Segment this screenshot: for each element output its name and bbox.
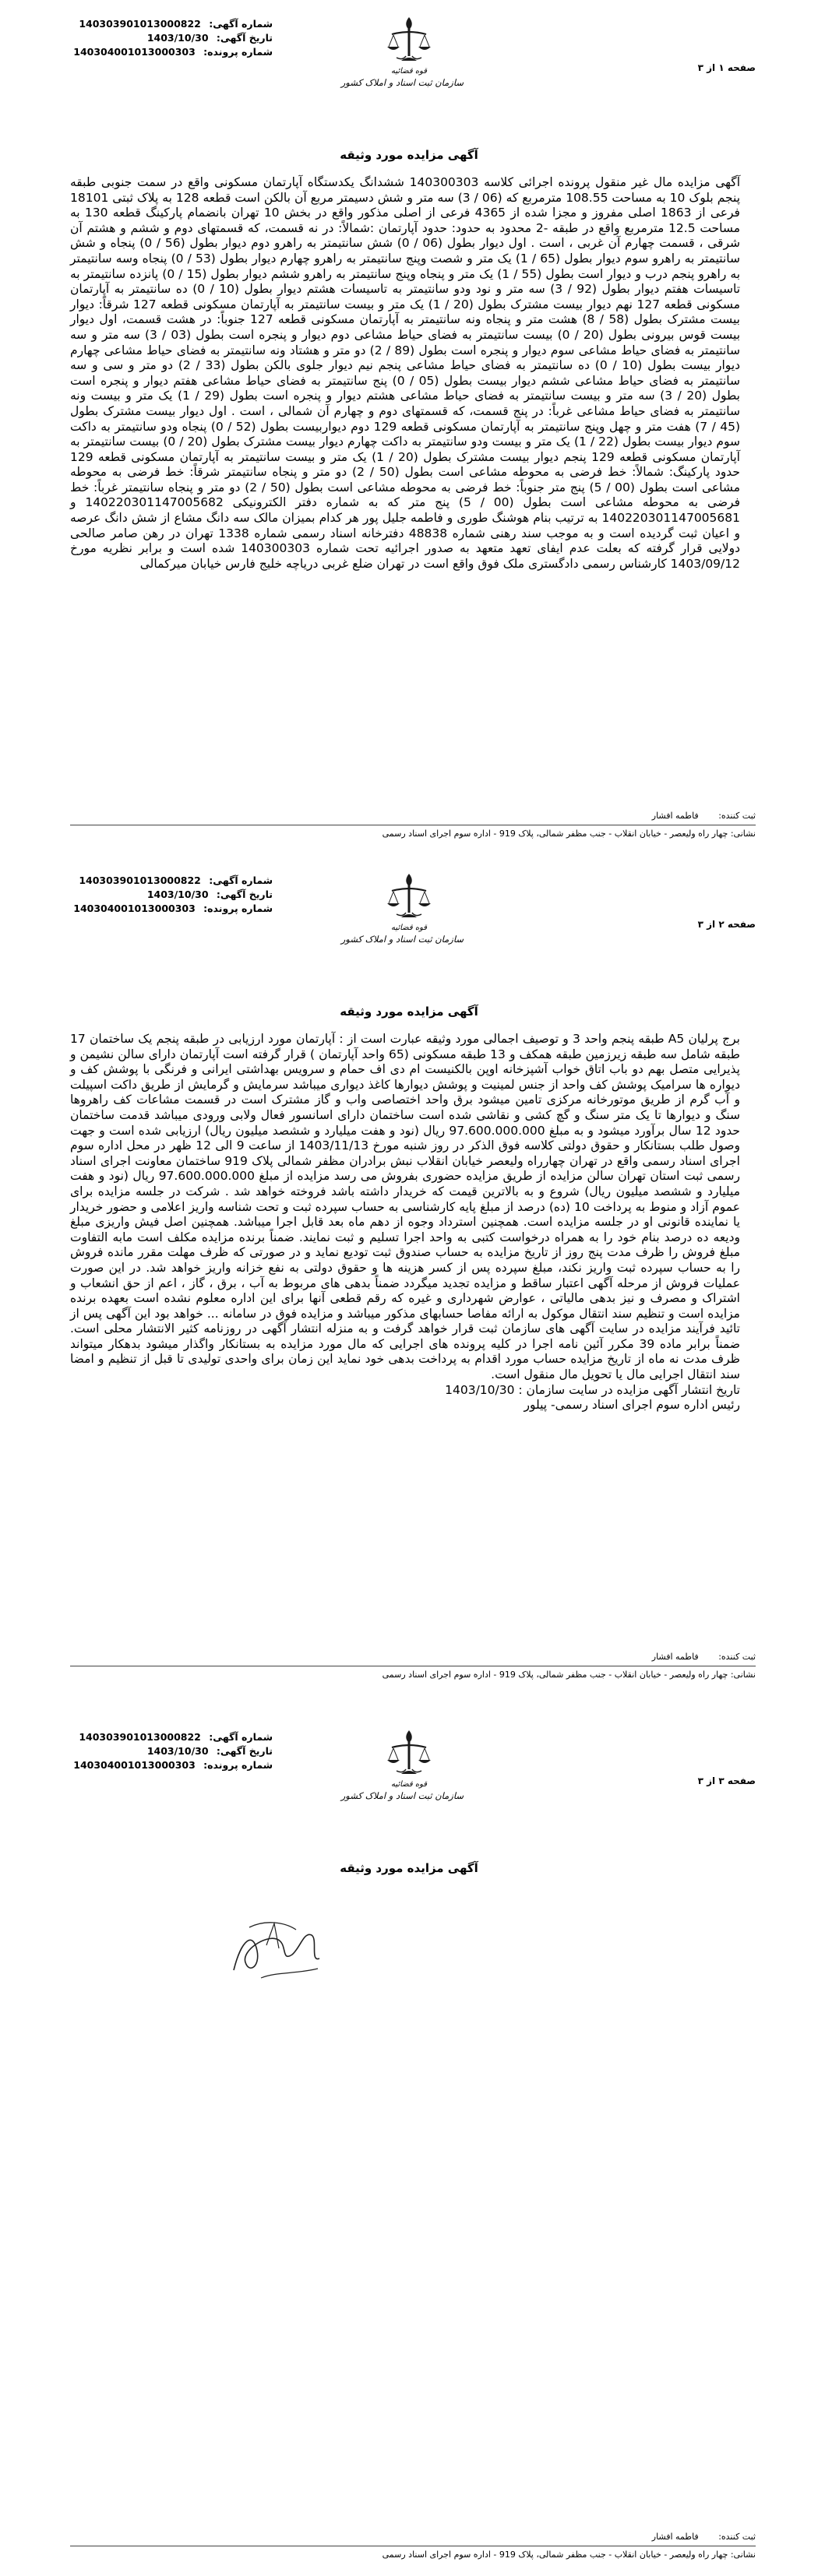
judiciary-emblem (340, 871, 464, 980)
page-footer (70, 1651, 756, 1680)
registrar-label: ثبت کننده: (718, 2532, 756, 2542)
registrar-name: فاطمه افشار (651, 2532, 699, 2542)
judiciary-name: قوه قضائیه (390, 1780, 428, 1789)
case-number-label: شماره پرونده: (203, 903, 273, 914)
document-body: برج پرلیان A5 طبقه پنجم واحد 3 و توصیف اجمالی مورد وثیقه عبارت است از : آپارتمان مورد ارزیابی در طبقه پنجم یک ساختمان 17 طبقه شامل سه طبقه زیرزمین طبقه همکف و 13 طبقه مسکونی (65 واحد آپارتمان ) قرار گرفته است آپارتمان دارای سالن نشیمن و پذیرایی متصل بهم دو باب اتاق خواب آشپزخانه اوپن بالکنیست ام دی اف حمام و سرویس بهداشتی ایرانی و فرنگی با پوشش کف و دیواره ها سرامیک پوشش کف واحد از جنس لمینیت و پوشش دیوارها کاغذ دیواری میباشد سرمایش و گرمایش از طریق داکت اسپیلت و آب گرم از طریق موتورخانه مرکزی تامین میشود برق واحد اختصاصی واب و گاز مشترک است در قسمت مشاعات کف راهروها سنگ و دیوارها تا یک متر سنگ و گچ کشی و نقاشی شده است ساختمان دارای اسانسور فعال ولابی ورودی میباشد قدمت ساختمان حدود 12 سال برآورد میشود و به مبلغ 97.600.000.000 ریال (نود و هفت میلیارد و ششصد میلیون ریال) ارزیابی شده است و جهت وصول طلب بستانکار و حقوق دولتی کلاسه فوق الذکر در روز شنبه مورخ 1403/11/13 از ساعت 9 الی 12 ظهر در محل اداره سوم اجرای اسناد رسمی واقع در تهران چهارراه ولیعصر خیابان انقلاب نبش برادران مظفر شمالی پلاک 919 ساختمان معاونت اجرای اسناد رسمی ثبت استان تهران سالن مزایده از طریق مزایده حضوری بفروش می رسد مزایده از مبلغ 97.600.000.000 ریال (نود و هفت میلیارد و ششصد میلیون ریال) شروع و به بالاترین قیمت که خریدار داشته باشد فروخته خواهد شد . شرکت در جلسه مزایده برای عموم آزاد و منوط به پرداخت 10 (ده) درصد از مبلغ پایه کارشناسی به حساب سپرده ثبت و تحت شناسه واریز اعلامی و حضور خریدار یا نماینده قانونی او در جلسه مزایده است. همچنین استرداد وجوه از دهم ماه بعد قابل اجرا میباشد. همچنین اصل فیش واریزی مبلغ ودیعه ده درصد بنام خود را به همراه درخواست کتبی به واحد اجرا تسلیم و ثبت نمایند. ضمناً برنده مزایده مکلف است مابه التفاوت مبلغ فروش را ظرف مدت پنج روز از تاریخ مزایده به حساب صندوق ثبت تودیع نماید و در صورتی که ظرف مهلت مقرر مانده فروش را به حساب سپرده ثبت واریز نکند، مبلغ سپرده پس از کسر هزینه ها و حقوق دولتی به نفع خزانه واریز خواهد شد. در این صورت عملیات فروش از مرحله آگهی اعتبار ساقط و مزایده تجدید میگردد ضمناً بدهی های مربوط به آب ، برق ، گاز ، اعم از حق انشعاب و اشتراک و مصرف و نیز بدهی مالیاتی ، عوارض شهرداری و غیره که رقم قطعی آنها برای این اداره معلوم نشده است بعهده برنده مزایده است و تنظیم سند انتقال موکول به ارائه مفاصا حسابهای مذکور میباشد و مزایده فوق در سامانه ... خواهد بود این آگهی پس از تائید فرآیند مزایده در سایت آگهی های سازمان ثبت قرار خواهد گرفت و به منزله انتشار آگهی در روزنامه کثیر الانتشار محلی است. ضمناً برابر ماده 39 مکرر آئین نامه اجرا در کلیه پرونده های اجرایی که مال مورد مزایده به بستانکار واگذار میشود بدهکار میتواند ظرف مدت نه ماه از تاریخ مزایده حساب مورد اقدام به پرداخت بدهی خود نماید این زمان برای واحدی تولیدی تا قبل از تنظیم و امضا سند انتقال اجرایی مال یا تحویل مال منقول است. تاریخ انتشار آگهی مزایده در سایت سازمان : 1403/10/30 رئیس اداره سوم اجرای اسناد رسمی- پیلور (70, 1032, 741, 1413)
signature-icon (218, 1908, 335, 1994)
ad-date-label: تاریخ آگهی: (216, 32, 273, 44)
page-header (70, 871, 756, 980)
document-body: آگهی مزایده مال غیر منقول پرونده اجرائی کلاسه 140300303 ششدانگ یکدستگاه آپارتمان مسکونی واقع در سمت جنوبی طبقه پنجم بلوک 10 به مساحت 108.55 مترمربع که (06 / 3) سه متر و شش دسیمتر مربع آن بالکن است قطعه 128 به پلاک ثبتی 18101 فرعی از 1863 اصلی مفروز و مجزا شده از 4365 فرعی از اصلی مذکور واقع در بخش 10 تهران بانضمام پارکینگ قطعه 130 به مساحت 12.5 مترمربع واقع در طبقه -2 محدود به حدود: حدود آپارتمان :شمالاً: در نه قسمت، که قسمتهای دوم و ششم و هشتم آن شرقی ، قسمت چهارم آن غربی ، است . اول دیوار بطول (06 / 0) شش سانتیمتر به راهرو دوم دیوار بطول (56 / 0) پنجاه و شش سانتیمتر به راهرو سوم دیوار بطول (65 / 1) یک متر و شصت وپنج سانتیمتر به راهرو چهارم دیوار بطول (53 / 0) پنجاه وسه سانتیمتر به راهرو پنجم درب و دیوار است بطول (55 / 1) یک متر و پنجاه وپنج سانتیمتر به راهرو ششم دیوار بطول (15 / 0) پانزده سانتیمتر به تاسیسات هفتم دیوار بطول (92 / 3) سه متر و نود ودو سانتیمتر به تاسیسات هشتم دیوار بطول (10 / 0) ده سانتیمتر به آپارتمان مسکونی قطعه 127 نهم دیوار بیست مشترک بطول (20 / 1) یک متر و بیست سانتیمتر به آپارتمان مسکونی قطعه 127 شرقاً: دیوار بیست مشترک بطول (58 / 8) هشت متر و پنجاه ونه سانتیمتر به آپارتمان مسکونی قطعه 127 جنوباً: در هشت قسمت، اول دیوار بیست قوس بیرونی بطول (20 / 0) بیست سانتیمتر به فضای حیاط مشاعی دوم دیوار و پنجره است بطول (03 / 3) سه متر و سه سانتیمتر به فضای حیاط مشاعی سوم دیوار و پنجره است بطول (89 / 2) دو متر و هشتاد ونه سانتیمتر به فضای حیاط مشاعی چهارم دیوار بیست بطول (10 / 0) ده سانتیمتر به فضای حیاط مشاعی پنجم نیم دیوار جلوی بالکن بطول (33 / 2) دو متر و سی و سه سانتیمتر به فضای حیاط مشاعی ششم دیوار بیست بطول (05 / 0) پنج سانتیمتر به فضای حیاط مشاعی هفتم دیوار و پنجره است بطول (20 / 3) سه متر و بیست سانتیمتر به فضای حیاط مشاعی هشتم دیوار و پنجره است بطول (29 / 1) یک متر و بیست ونه سانتیمتر به فضای حیاط مشاعی غرباً: در پنج قسمت، که قسمتهای دوم و چهارم آن شمالی ، است . اول دیوار بیست مشترک بطول (45 / 7) هفت متر و چهل وپنج سانتیمتر به آپارتمان مسکونی قطعه 129 دوم دیواربیست بطول (52 / 0) پنجاه ودو سانتیمتر به داکت سوم دیوار بیست بطول (22 / 1) یک متر و بیست ودو سانتیمتر به داکت چهارم دیوار بیست مشترک بطول (20 / 0) بیست سانتیمتر به آپارتمان مسکونی قطعه 129 پنجم دیوار بیست مشترک بطول (20 / 1) یک متر و بیست سانتیمتر به آپارتمان مسکونی قطعه 129 حدود پارکینگ: شمالاً: خط فرضی به محوطه مشاعی است بطول (50 / 2) دو متر و پنجاه سانتیمتر شرقاً: خط فرضی به محوطه مشاعی است بطول (00 / 5) پنج متر جنوباً: خط فرضی به محوطه مشاعی است بطول (50 / 2) دو متر و پنجاه سانتیمتر غرباً: خط فرضی به محوطه مشاعی است بطول (00 / 5) پنج متر که به شماره دفتر الکترونیکی 140220301147005682 و 140220301147005681 به ترتیب بنام هوشنگ طوری و فاطمه جلیل پور هر کدام بمیزان مالک سه دانگ مشاع از شش دانگ عرصه و اعیان ثبت گردیده است و به موجب سند رهنی شماره 48838 دفترخانه اسناد رسمی شماره 1338 تهران در رهن صامر صالحی دولایی قرار گرفته که بعلت عدم ایفای تعهد متعهد به صدور اجرائیه تحت شماره 140300303 شده است و برابر نظریه مورخ 1403/09/12 کارشناس رسمی دادگستری ملک فوق واقع است در تهران ضلع غربی دریاچه خلیج فارس خیابان میرکمالی (70, 175, 741, 571)
registrar-line (70, 2531, 756, 2543)
page-number: صفحه ۲ از ۳ (697, 919, 756, 930)
registrar-name: فاطمه افشار (651, 1652, 699, 1662)
ad-number-label: شماره آگهی: (209, 18, 273, 30)
registrar-line (70, 810, 756, 822)
page-number: صفحه ۳ از ۳ (697, 1775, 756, 1786)
ad-date-label: تاریخ آگهی: (216, 1745, 273, 1757)
page-footer (70, 810, 756, 839)
case-number-row (70, 45, 273, 59)
org-name: سازمان ثبت اسناد و املاک کشور (340, 1790, 464, 1801)
ad-number: 140303901013000822 (79, 18, 201, 30)
judiciary-name: قوه قضائیه (390, 67, 428, 76)
office-address: نشانی: چهار راه ولیعصر - خیابان انقلاب - جنب مظفر شمالی، پلاک 919 - اداره سوم اجرای اسناد رسمی (382, 829, 756, 839)
case-number-row (70, 1758, 273, 1772)
registrar-line (70, 1651, 756, 1663)
scales-emblem-icon (386, 14, 432, 67)
page-1 (0, 0, 818, 857)
ad-date: 1403/10/30 (146, 889, 209, 900)
registrar-label: ثبت کننده: (718, 811, 756, 821)
page-footer (70, 2531, 756, 2560)
ad-number-label: شماره آگهی: (209, 1731, 273, 1743)
office-address: نشانی: چهار راه ولیعصر - خیابان انقلاب - جنب مظفر شمالی، پلاک 919 - اداره سوم اجرای اسناد رسمی (382, 1670, 756, 1680)
page-3 (0, 1713, 818, 2576)
page-number: صفحه ۱ از ۳ (697, 62, 756, 73)
registrar-label: ثبت کننده: (718, 1652, 756, 1662)
ad-meta (70, 874, 273, 916)
page-2 (0, 857, 818, 1713)
ad-number-label: شماره آگهی: (209, 875, 273, 886)
ad-date: 1403/10/30 (146, 1745, 209, 1757)
ad-number-row (70, 874, 273, 888)
case-number-row (70, 902, 273, 916)
office-address: نشانی: چهار راه ولیعصر - خیابان انقلاب - جنب مظفر شمالی، پلاک 919 - اداره سوم اجرای اسناد رسمی (382, 2550, 756, 2560)
page-header (70, 1727, 756, 1836)
judiciary-name: قوه قضائیه (390, 924, 428, 932)
org-name: سازمان ثبت اسناد و املاک کشور (340, 934, 464, 945)
ad-date-label: تاریخ آگهی: (216, 889, 273, 900)
case-number: 140304001013000303 (73, 1759, 196, 1771)
scales-emblem-icon (386, 1727, 432, 1780)
org-name: سازمان ثبت اسناد و املاک کشور (340, 77, 464, 88)
case-number-label: شماره پرونده: (203, 1759, 273, 1771)
ad-date-row (70, 1744, 273, 1758)
case-number-label: شماره پرونده: (203, 46, 273, 58)
document-title: آگهی مزایده مورد وثیقه (340, 1861, 478, 1875)
document-title: آگهی مزایده مورد وثیقه (340, 1005, 478, 1019)
document-title: آگهی مزایده مورد وثیقه (340, 148, 478, 162)
case-number: 140304001013000303 (73, 46, 196, 58)
case-number: 140304001013000303 (73, 903, 196, 914)
page-header (70, 14, 756, 123)
handwritten-signature (218, 1908, 335, 1994)
ad-meta (70, 1730, 273, 1772)
judiciary-emblem (340, 14, 464, 123)
ad-number-row (70, 17, 273, 31)
ad-date-row (70, 31, 273, 45)
scales-emblem-icon (386, 871, 432, 924)
ad-meta (70, 17, 273, 59)
ad-number: 140303901013000822 (79, 875, 201, 886)
ad-number-row (70, 1730, 273, 1744)
ad-date: 1403/10/30 (146, 32, 209, 44)
ad-date-row (70, 888, 273, 902)
ad-number: 140303901013000822 (79, 1731, 201, 1743)
registrar-name: فاطمه افشار (651, 811, 699, 821)
judiciary-emblem (340, 1727, 464, 1836)
